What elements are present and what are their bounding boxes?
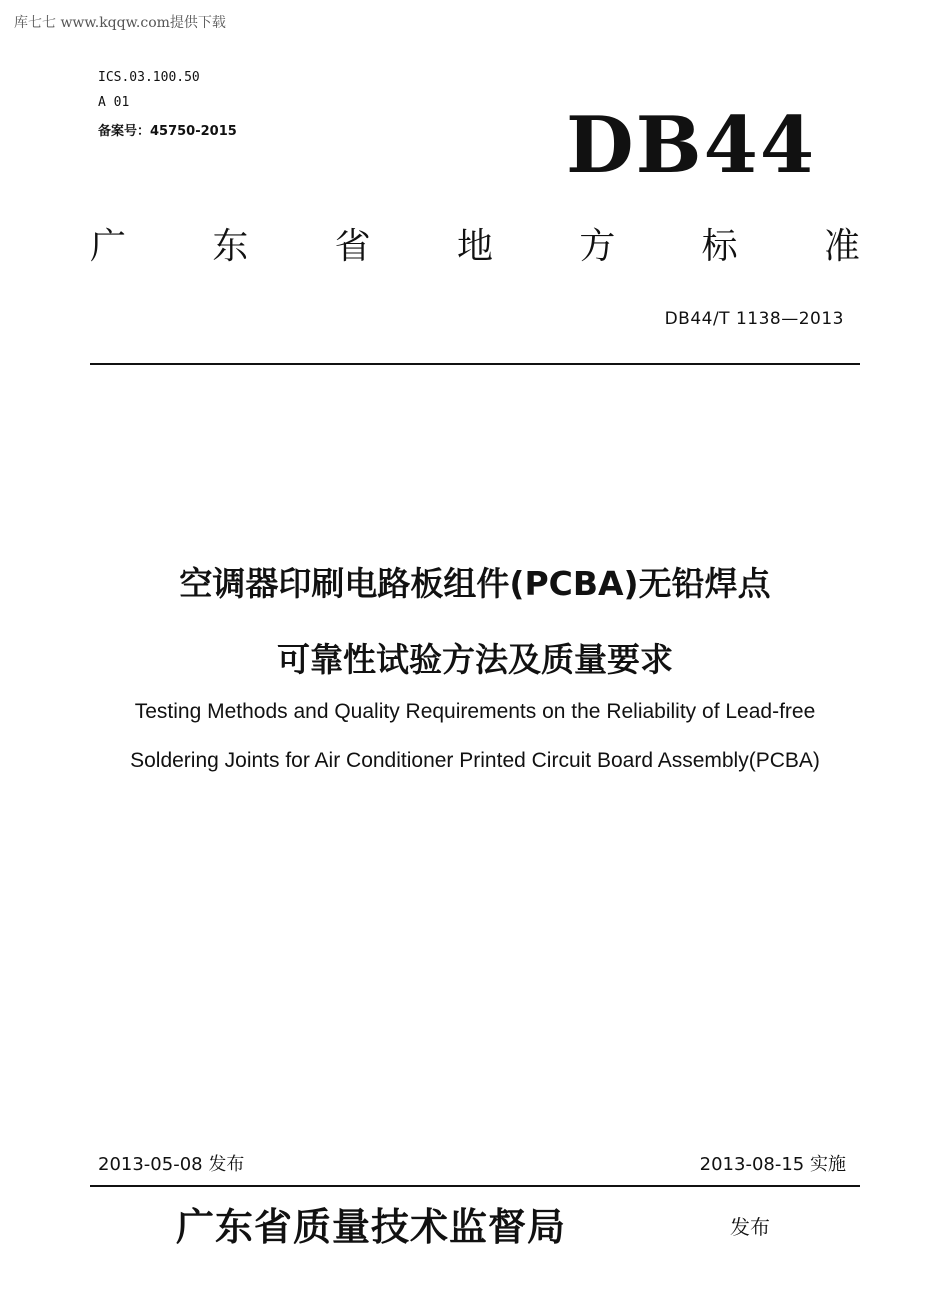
record-number: 备案号：45750-2015 [98,124,237,139]
top-divider [90,363,860,365]
title-zh-line-2: 可靠性试验方法及质量要求 [277,640,673,679]
db44-logo: DB44 [566,100,817,191]
title-zh-line-1: 空调器印刷电路板组件(PCBA)无铅焊点 [179,564,771,603]
standard-type-char: 东 [212,226,249,267]
title-en-line-1: Testing Methods and Quality Requirements on the Reliability of Lead-free [134,700,816,723]
issuer-name: 广东省质量技术监督局 [176,1204,567,1249]
standard-type-char: 省 [334,226,371,267]
bottom-divider [90,1185,860,1187]
implementation-date: 2013-08-15 实施 [699,1154,846,1175]
standard-type-char: 准 [823,226,860,267]
issue-date: 2013-05-08 发布 [98,1154,245,1175]
watermark-text: 库七七 www.kqqw.com提供下载 [14,15,226,31]
classification-code: A 01 [98,95,130,110]
title-en-line-2: Soldering Joints for Air Conditioner Printed Circuit Board Assembly(PCBA) [130,749,820,772]
standard-number: DB44/T 1138—2013 [664,309,844,329]
standard-type-char: 标 [701,226,738,267]
issuer-suffix: 发布 [730,1215,770,1239]
standard-type-heading [90,218,860,269]
standard-type-char: 方 [579,226,616,267]
ics-code: ICS.03.100.50 [98,70,200,85]
standard-type-char: 广 [90,226,127,267]
standard-type-char: 地 [456,226,493,267]
